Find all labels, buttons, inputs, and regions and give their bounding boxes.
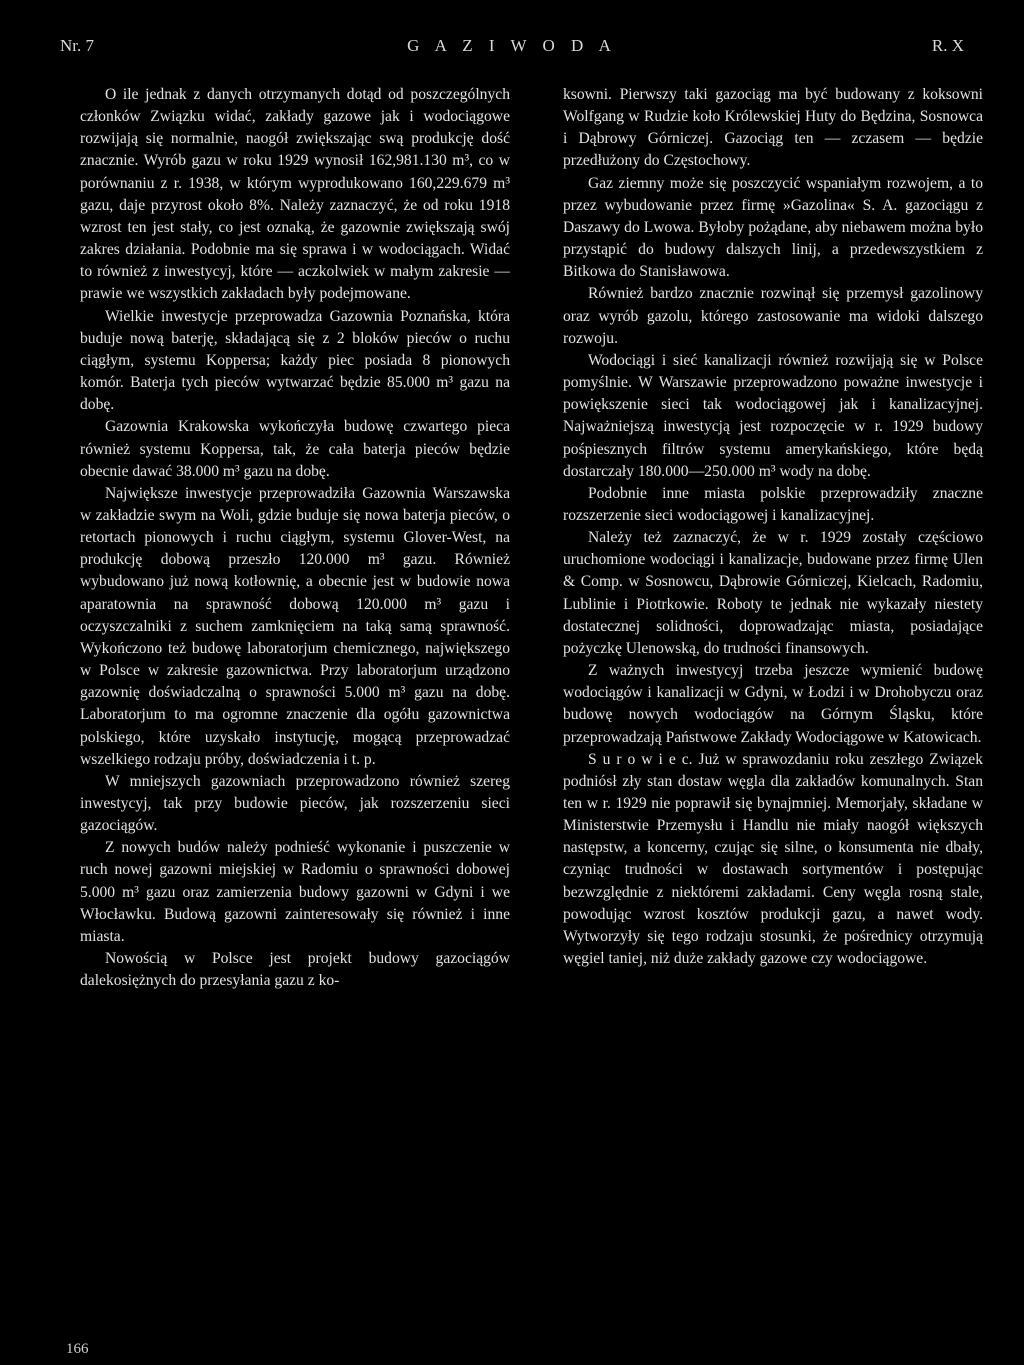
paragraph: Należy też zaznaczyć, że w r. 1929 zostały częściowo uruchomione wodociągi i kanalizacje, budowane przez firmę Ulen & Comp. w Sosnowcu, Dąbrowie Górniczej, Kielcach, Radomiu, Lublinie i Piotrkowie. Roboty te jednak nie wykazały niestety dostatecznej solidności, doprowadzając miasta, posiadające pożyczkę Ulenowską, do trudności finansowych. (563, 529, 983, 657)
running-header (60, 36, 964, 60)
paragraph: W mniejszych gazowniach przeprowadzono również szereg inwestycyj, tak przy budowie pieców, jak rozszerzeniu sieci gazociągów. (80, 772, 510, 835)
paragraph: Podobnie inne miasta polskie przeprowadziły znaczne rozszerzenie sieci wodociągowej i kanalizacyjnej. (563, 484, 983, 524)
paragraph: Z nowych budów należy podnieść wykonanie i puszczenie w ruch nowej gazowni miejskiej w Radomiu o sprawności dobowej 5.000 m³ gazu oraz zamierzenia budowy gazowni w Gdyni i we Włocławku. Budową gazowni zainteresowały się również i inne miasta. (80, 839, 510, 945)
journal-title: G A Z I W O D A (407, 36, 617, 55)
paragraph: Największe inwestycje przeprowadziła Gazownia Warszawska w zakładzie swym na Woli, gdzie buduje się nowa baterja pieców, o retortach pionowych i ruchu ciągłym, systemu Glover-West, na produkcję dobową przeszło 120.000 m³ gazu. Również wybudowano już nową kotłownię, a obecnie jest w budowie nowa aparatownia na sprawność dobową 120.000 m³ gazu i oczyszczalniki z suchem zamknięciem na taką samą sprawność. Wykończono też budowę laboratorjum chemicznego, największego w Polsce w zakresie gazownictwa. Przy laboratorjum urządzono gazownię doświadczalną o sprawności 5.000 m³ gazu na dobę. Laboratorjum to ma ogromne znaczenie dla ogółu gazownictwa polskiego, które uzyskało instytucję, mogącą przeprowadzać wszelkiego rodzaju próby, doświadczenia i t. p. (80, 484, 510, 768)
volume-number: R. X (931, 36, 964, 55)
paragraph: Z ważnych inwestycyj trzeba jeszcze wymienić budowę wodociągów i kanalizacji w Gdyni, w Łodzi i w Drohobyczu oraz budowę nowych wodociągów na Górnym Śląsku, które przeprowadzają Państwowe Zakłady Wodociągowe w Katowicach. (563, 662, 983, 746)
paragraph: ksowni. Pierwszy taki gazociąg ma być budowany z koksowni Wolfgang w Rudzie koło Królewskiej Huty do Będzina, Sosnowca i Dąbrowy Górniczej. Gazociąg ten — zczasem — będzie przedłużony do Częstochowy. (563, 86, 983, 170)
left-column (80, 84, 510, 992)
paragraph: O ile jednak z danych otrzymanych dotąd od poszczególnych członków Związku widać, zakłady gazowe jak i wodociągowe rozwijają się normalnie, naogół zwiększając swą produkcję dość znacznie. Wyrób gazu w roku 1929 wynosił 162,981.130 m³, co w porównaniu z r. 1938, w którym wyprodukowano 160,229.679 m³ gazu, daje przyrost około 8%. Należy zaznaczyć, że od roku 1918 wzrost ten jest stały, co jest oznaką, że gazownie zwiększają swój zakres działania. Podobnie ma się sprawa i w wodociągach. Widać to również z inwestycyj, które — aczkolwiek w małym zakresie — prawie we wszystkich zakładach były podejmowane. (80, 86, 510, 303)
right-column (563, 84, 983, 970)
paragraph: S u r o w i e c. Już w sprawozdaniu roku zeszłego Związek podniósł zły stan dostaw węgla dla zakładów komunalnych. Stan ten w r. 1929 nie poprawił się bynajmniej. Memorjały, składane w Ministerstwie Przemysłu i Handlu nie miały naogół większych następstw, a koncerny, czując się silne, o konsumenta nie dbały, czyniąc trudności w dostawach sortymentów i postępując bezwzględnie z niektóremi zakładami. Ceny węgla rosną stale, powodując wzrost kosztów produkcji gazu, a nawet wody. Wytworzyły się tego rodzaju stosunki, że pośrednicy otrzymują węgiel taniej, niż duże zakłady gazowe czy wodociągowe. (563, 750, 983, 968)
paragraph: Wodociągi i sieć kanalizacji również rozwijają się w Polsce pomyślnie. W Warszawie przeprowadzono poważne inwestycje i powiększenie sieci tak wodociągowej jak i kanalizacyjnej. Najważniejszą inwestycją jest rozpoczęcie w r. 1929 budowy pośpiesznych filtrów systemu amerykańskiego, które będą dostarczały 180.000—250.000 m³ wody na dobę. (563, 351, 983, 480)
page-number: 166 (66, 1341, 89, 1357)
paragraph: Również bardzo znacznie rozwinął się przemysł gazolinowy oraz wyrób gazolu, którego zastosowanie ma widoki dalszego rozwoju. (563, 285, 983, 347)
paragraph: Nowością w Polsce jest projekt budowy gazociągów dalekosiężnych do przesyłania gazu z ko- (80, 950, 510, 990)
paragraph: Gaz ziemny może się poszczycić wspaniałym rozwojem, a to przez wybudowanie przez firmę »Gazolina« S. A. gazociągu z Daszawy do Lwowa. Byłoby pożądane, aby niebawem można było przystąpić do budowy dalszych linij, a przedewszystkiem z Bitkowa do Stanisławowa. (563, 174, 983, 281)
paragraph: Gazownia Krakowska wykończyła budowę czwartego pieca również systemu Koppersa, tak, że cała baterja pieców będzie obecnie dawać 38.000 m³ gazu na dobę. (80, 418, 510, 480)
paragraph: Wielkie inwestycje przeprowadza Gazownia Poznańska, która buduje nową baterję, składającą się z 2 bloków pieców o ruchu ciągłym, systemu Koppersa; każdy piec posiada 8 pionowych komór. Baterja tych pieców wytwarzać będzie 85.000 m³ gazu na dobę. (80, 307, 510, 414)
issue-number: Nr. 7 (60, 36, 94, 55)
